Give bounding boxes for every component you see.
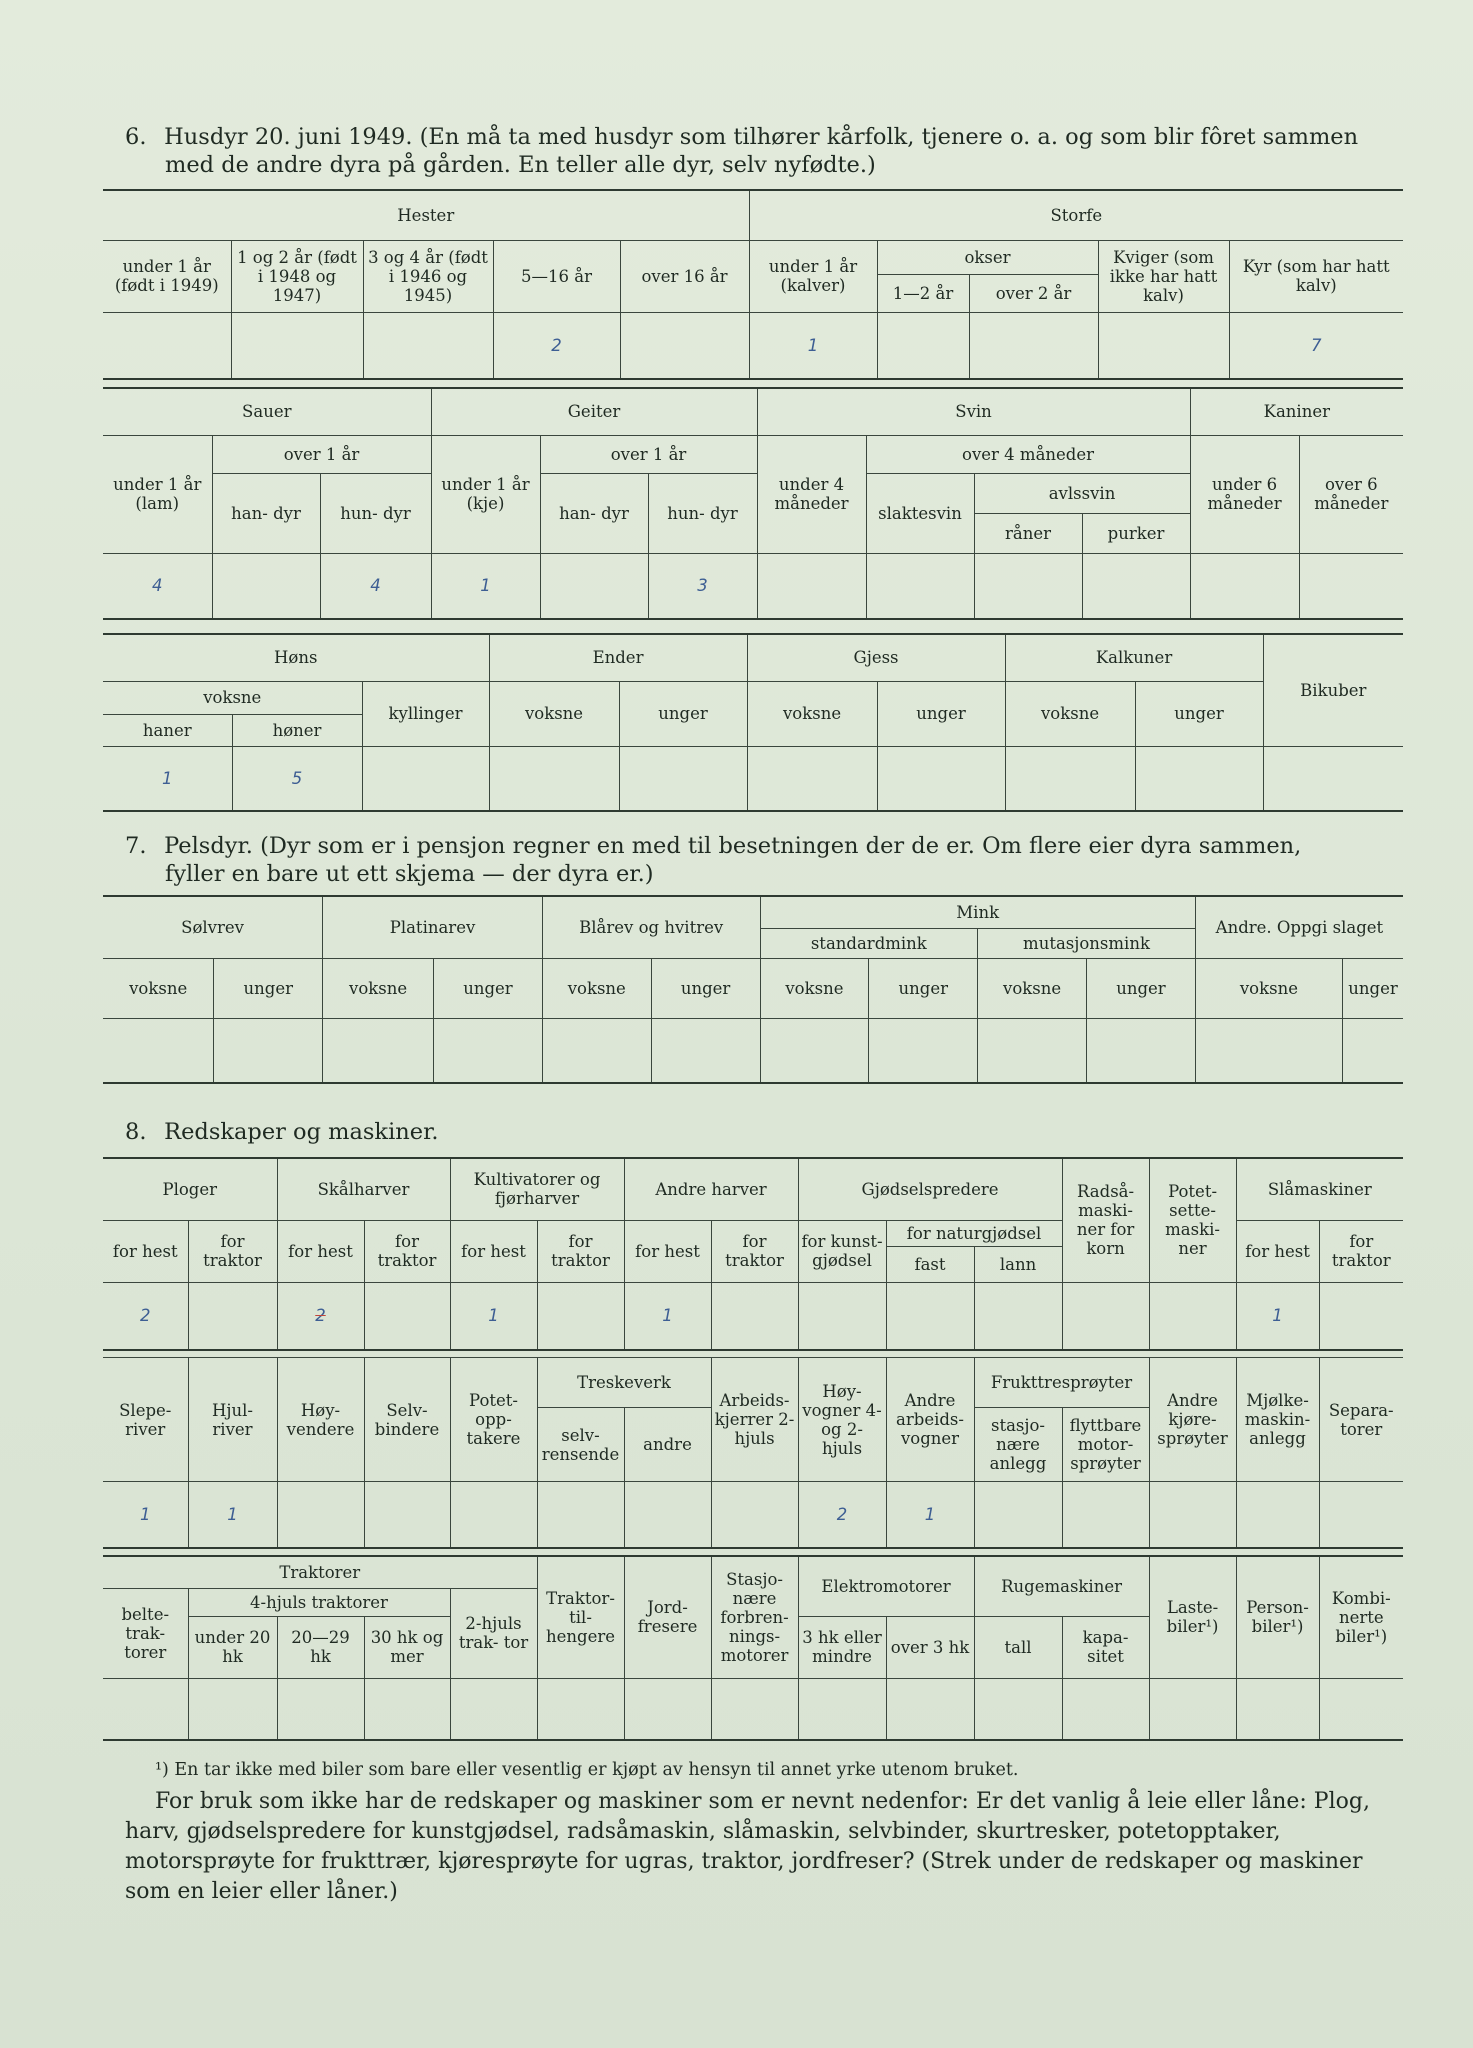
col-header: over 2 år: [969, 274, 1098, 312]
col-header: Kyr (som har hatt kalv): [1229, 240, 1403, 312]
machines-table: [103, 1357, 1403, 1549]
col-header: Arbeids- kjerrer 2-hjuls: [711, 1358, 798, 1482]
cell[interactable]: [711, 1678, 798, 1740]
tractors-motors-table: [103, 1555, 1403, 1741]
cell[interactable]: [362, 746, 489, 811]
cell[interactable]: [974, 1482, 1062, 1548]
col-header: voksne: [103, 958, 214, 1018]
ruge-header: Rugemaskiner: [974, 1556, 1149, 1616]
cell[interactable]: [450, 1482, 537, 1548]
col-header: Potet- opp- takere: [450, 1358, 537, 1482]
section-8-heading: 8. Redskaper og maskiner.: [125, 1119, 439, 1145]
col-header: Slepe- river: [103, 1358, 188, 1482]
col-header: 2-hjuls trak- tor: [450, 1588, 537, 1678]
potet-header: Potet- sette- maski- ner: [1149, 1158, 1236, 1282]
cell[interactable]: [1263, 746, 1403, 811]
cell[interactable]: [188, 1282, 277, 1350]
cell[interactable]: [1342, 1018, 1403, 1083]
col-header: 4-hjuls traktorer: [188, 1588, 450, 1616]
cell[interactable]: [747, 746, 877, 811]
cell[interactable]: [624, 1482, 711, 1548]
traktorer-header: Traktorer: [103, 1556, 537, 1588]
col-header: 20—29 hk: [277, 1616, 364, 1678]
handwritten-value[interactable]: 4: [320, 553, 431, 619]
col-header: unger: [1086, 958, 1195, 1018]
col-header: haner: [103, 714, 232, 746]
col-header: for traktor: [364, 1220, 450, 1282]
fur-animals-table: [103, 895, 1403, 1084]
cell[interactable]: [969, 312, 1098, 379]
col-header: hun- dyr: [648, 473, 757, 553]
cell[interactable]: [760, 1018, 869, 1083]
handwritten-value[interactable]: 2: [277, 1282, 364, 1350]
col-header: unger: [651, 958, 760, 1018]
cell[interactable]: [450, 1678, 537, 1740]
livestock-horses-cattle-table: [103, 189, 1403, 380]
handwritten-value[interactable]: 1: [886, 1482, 974, 1548]
handwritten-value[interactable]: 1: [624, 1282, 711, 1350]
col-header: for hest: [624, 1220, 711, 1282]
col-header: 1 og 2 år (født i 1948 og 1947): [231, 240, 363, 312]
col-header: unger: [434, 958, 543, 1018]
col-header: unger: [1135, 681, 1263, 746]
cell[interactable]: [619, 746, 747, 811]
cell[interactable]: [537, 1678, 624, 1740]
col-header: kapa- sitet: [1062, 1616, 1149, 1678]
col-header: over 4 måneder: [866, 435, 1190, 473]
cell[interactable]: [1086, 1018, 1195, 1083]
hester-header: Hester: [103, 190, 749, 240]
cell[interactable]: [798, 1282, 886, 1350]
handwritten-value[interactable]: 2: [103, 1282, 188, 1350]
handwritten-value[interactable]: 1: [450, 1282, 537, 1350]
cell[interactable]: [489, 746, 619, 811]
col-header: Frukttresprøyter: [974, 1358, 1149, 1408]
cell[interactable]: [877, 312, 969, 379]
col-header: unger: [214, 958, 323, 1018]
col-header: 5—16 år: [493, 240, 620, 312]
col-header: Mjølke- maskin- anlegg: [1236, 1358, 1319, 1482]
livestock-sheep-goats-pigs-table: [103, 387, 1403, 620]
cell[interactable]: [624, 1678, 711, 1740]
cell[interactable]: [1149, 1282, 1236, 1350]
cell[interactable]: [869, 1018, 978, 1083]
col-header: Andre kjøre- sprøyter: [1149, 1358, 1236, 1482]
col-header: for kunst- gjødsel: [798, 1220, 886, 1282]
cell[interactable]: [364, 1282, 450, 1350]
cell[interactable]: [103, 312, 231, 379]
cell[interactable]: [542, 1018, 651, 1083]
col-header: unger: [877, 681, 1005, 746]
col-header: unger: [1342, 958, 1403, 1018]
col-header: Andre arbeids- vogner: [886, 1358, 974, 1482]
cell[interactable]: [537, 1482, 624, 1548]
col-header: for traktor: [537, 1220, 624, 1282]
col-header: avlssvin: [974, 473, 1190, 513]
cell[interactable]: [1236, 1678, 1319, 1740]
handwritten-value[interactable]: 1: [1236, 1282, 1319, 1350]
col-header: under 1 år (født i 1949): [103, 240, 231, 312]
solvrev-header: Sølvrev: [103, 896, 323, 958]
cell[interactable]: [1082, 553, 1190, 619]
handwritten-value[interactable]: 1: [188, 1482, 277, 1548]
cell[interactable]: [974, 1678, 1062, 1740]
col-header: for hest: [103, 1220, 188, 1282]
col-header: over 3 hk: [886, 1616, 974, 1678]
cell[interactable]: [1062, 1482, 1149, 1548]
cell[interactable]: [1299, 553, 1403, 619]
geiter-header: Geiter: [431, 388, 757, 435]
col-header: Selv- bindere: [364, 1358, 450, 1482]
cell[interactable]: [1005, 746, 1135, 811]
col-header: høner: [232, 714, 362, 746]
cell[interactable]: [978, 1018, 1087, 1083]
section-7-heading: 7. Pelsdyr. (Dyr som er i pensjon regner en med til besetningen der de er. Om flere eier dyra sammen, fyller en bare ut ett skjema — der dyra er.): [125, 833, 1302, 887]
handwritten-value[interactable]: 4: [103, 553, 212, 619]
andre-header: Andre. Oppgi slaget: [1195, 896, 1403, 958]
cell[interactable]: [1190, 553, 1299, 619]
col-header: mutasjonsmink: [978, 928, 1196, 958]
cell[interactable]: [866, 553, 974, 619]
handwritten-value[interactable]: 1: [103, 1482, 188, 1548]
andre-harver-header: Andre harver: [624, 1158, 798, 1220]
col-header: under 1 år (kje): [431, 435, 540, 553]
cell[interactable]: [974, 1282, 1062, 1350]
implements-table: [103, 1157, 1403, 1351]
kalkuner-header: Kalkuner: [1005, 634, 1263, 681]
cell[interactable]: [188, 1678, 277, 1740]
elektro-header: Elektromotorer: [798, 1556, 974, 1616]
col-header: han- dyr: [212, 473, 320, 553]
cell[interactable]: [886, 1678, 974, 1740]
handwritten-value[interactable]: 1: [103, 746, 232, 811]
col-header: Høy- vendere: [277, 1358, 364, 1482]
col-header: Separa- torer: [1319, 1358, 1403, 1482]
col-header: han- dyr: [540, 473, 648, 553]
col-header: for traktor: [188, 1220, 277, 1282]
handwritten-value[interactable]: 5: [232, 746, 362, 811]
cell[interactable]: [1195, 1018, 1342, 1083]
section-6-heading: 6. Husdyr 20. juni 1949. (En må ta med husdyr som tilhører kårfolk, tjenere o. a. og som blir fôret sammen med de andre dyra på gården. En teller alle dyr, selv nyfødte.): [125, 124, 1359, 178]
cell[interactable]: [214, 1018, 323, 1083]
col-header: andre: [624, 1408, 711, 1482]
col-header: over 6 måneder: [1299, 435, 1403, 553]
col-header: for naturgjødsel: [886, 1220, 1062, 1246]
col-header: belte- trak- torer: [103, 1588, 188, 1678]
cell[interactable]: [877, 746, 1005, 811]
handwritten-value[interactable]: 7: [1229, 312, 1403, 379]
col-header: hun- dyr: [320, 473, 431, 553]
hons-header: Høns: [103, 634, 489, 681]
poultry-table: [103, 633, 1403, 812]
cell[interactable]: [277, 1678, 364, 1740]
cell[interactable]: [363, 312, 493, 379]
gjess-header: Gjess: [747, 634, 1005, 681]
cell[interactable]: [323, 1018, 434, 1083]
col-header: voksne: [747, 681, 877, 746]
col-header: 3 og 4 år (født i 1946 og 1945): [363, 240, 493, 312]
col-header: standardmink: [760, 928, 978, 958]
cell[interactable]: [540, 553, 648, 619]
cell[interactable]: [1319, 1282, 1403, 1350]
col-header: 30 hk og mer: [364, 1616, 450, 1678]
col-header: Kviger (som ikke har hatt kalv): [1098, 240, 1229, 312]
rental-note: For bruk som ikke har de redskaper og maskiner som er nevnt nedenfor: Er det vanlig å leie eller låne: Plog, harv, gjødselspredere for kunstgjødsel, radsåmaskin, slåmaskin, selvbinder, skurtresker, potetopptaker, motorsprøyte for frukttrær, kjøresprøyte for ugras, traktor, jordfreser? (Strek under de redskaper og maskiner som en leier eller låner.): [125, 1789, 1370, 1904]
cell[interactable]: [1149, 1482, 1236, 1548]
cell[interactable]: [1149, 1678, 1236, 1740]
handwritten-value[interactable]: 1: [431, 553, 540, 619]
col-header: 3 hk eller mindre: [798, 1616, 886, 1678]
svin-header: Svin: [757, 388, 1190, 435]
cell[interactable]: [1236, 1482, 1319, 1548]
col-header: under 1 år (lam): [103, 435, 212, 553]
handwritten-value[interactable]: 1: [749, 312, 877, 379]
col-header: selv- rensende: [537, 1408, 624, 1482]
handwritten-value[interactable]: 3: [648, 553, 757, 619]
col-header: fast: [886, 1246, 974, 1282]
col-header: voksne: [1195, 958, 1342, 1018]
bikuber-header: Bikuber: [1263, 634, 1403, 746]
col-header: voksne: [103, 681, 362, 714]
ploger-header: Ploger: [103, 1158, 277, 1220]
handwritten-value[interactable]: 2: [798, 1482, 886, 1548]
col-header: stasjo- nære anlegg: [974, 1408, 1062, 1482]
cell[interactable]: [886, 1282, 974, 1350]
cell[interactable]: [711, 1282, 798, 1350]
kultivatorer-header: Kultivatorer og fjørharver: [450, 1158, 624, 1220]
cell[interactable]: [1319, 1482, 1403, 1548]
col-header: for hest: [450, 1220, 537, 1282]
cell[interactable]: [620, 312, 749, 379]
footnote: ¹) En tar ikke med biler som bare eller vesentlig er kjøpt av hensyn til annet yrke utenom bruket.: [155, 1760, 1019, 1780]
cell[interactable]: [1135, 746, 1263, 811]
col-header: flyttbare motor- sprøyter: [1062, 1408, 1149, 1482]
col-header: under 1 år (kalver): [749, 240, 877, 312]
col-header: purker: [1082, 513, 1190, 553]
cell[interactable]: [103, 1678, 188, 1740]
cell[interactable]: [757, 553, 866, 619]
col-header: Laste- biler¹): [1149, 1556, 1236, 1678]
col-header: lann: [974, 1246, 1062, 1282]
sauer-header: Sauer: [103, 388, 431, 435]
col-header: unger: [619, 681, 747, 746]
col-header: voksne: [542, 958, 651, 1018]
cell[interactable]: [277, 1482, 364, 1548]
cell[interactable]: [537, 1282, 624, 1350]
col-header: Hjul- river: [188, 1358, 277, 1482]
col-header: unger: [869, 958, 978, 1018]
col-header: for traktor: [1319, 1220, 1403, 1282]
col-header: voksne: [489, 681, 619, 746]
cell[interactable]: [798, 1678, 886, 1740]
skalharver-header: Skålharver: [277, 1158, 450, 1220]
col-header: slaktesvin: [866, 473, 974, 553]
cell[interactable]: [1062, 1282, 1149, 1350]
col-header: voksne: [1005, 681, 1135, 746]
slamaskiner-header: Slåmaskiner: [1236, 1158, 1403, 1220]
cell[interactable]: [364, 1678, 450, 1740]
cell[interactable]: [212, 553, 320, 619]
cell[interactable]: [231, 312, 363, 379]
cell[interactable]: [711, 1482, 798, 1548]
storfe-header: Storfe: [749, 190, 1403, 240]
cell[interactable]: [364, 1482, 450, 1548]
col-header: under 20 hk: [188, 1616, 277, 1678]
cell[interactable]: [1098, 312, 1229, 379]
ender-header: Ender: [489, 634, 747, 681]
col-header: under 6 måneder: [1190, 435, 1299, 553]
col-header: Kombi- nerte biler¹): [1319, 1556, 1403, 1678]
col-header: for hest: [1236, 1220, 1319, 1282]
kaniner-header: Kaniner: [1190, 388, 1403, 435]
cell[interactable]: [1062, 1678, 1149, 1740]
col-header: okser: [877, 240, 1098, 274]
col-header: 1—2 år: [877, 274, 969, 312]
radsa-header: Radså- maski- ner for korn: [1062, 1158, 1149, 1282]
col-header: Traktor- til- hengere: [537, 1556, 624, 1678]
col-header: tall: [974, 1616, 1062, 1678]
cell[interactable]: [651, 1018, 760, 1083]
cell[interactable]: [103, 1018, 214, 1083]
col-header: for hest: [277, 1220, 364, 1282]
col-header: for traktor: [711, 1220, 798, 1282]
col-header: over 1 år: [212, 435, 431, 473]
mink-header: Mink: [760, 896, 1195, 928]
col-header: voksne: [978, 958, 1087, 1018]
blarev-header: Blårev og hvitrev: [542, 896, 760, 958]
col-header: voksne: [760, 958, 869, 1018]
col-header: over 1 år: [540, 435, 757, 473]
col-header: under 4 måneder: [757, 435, 866, 553]
col-header: Høy- vogner 4- og 2- hjuls: [798, 1358, 886, 1482]
col-header: Jord- fresere: [624, 1556, 711, 1678]
col-header: Stasjo- nære forbren- nings- motorer: [711, 1556, 798, 1678]
cell[interactable]: [974, 553, 1082, 619]
col-header: voksne: [323, 958, 434, 1018]
cell[interactable]: [434, 1018, 543, 1083]
handwritten-value[interactable]: 2: [493, 312, 620, 379]
col-header: råner: [974, 513, 1082, 553]
col-header: over 16 år: [620, 240, 749, 312]
col-header: Treskeverk: [537, 1358, 711, 1408]
platinarev-header: Platinarev: [323, 896, 543, 958]
gjodsel-header: Gjødselspredere: [798, 1158, 1062, 1220]
col-header: Person- biler¹): [1236, 1556, 1319, 1678]
col-header: kyllinger: [362, 681, 489, 746]
cell[interactable]: [1319, 1678, 1403, 1740]
